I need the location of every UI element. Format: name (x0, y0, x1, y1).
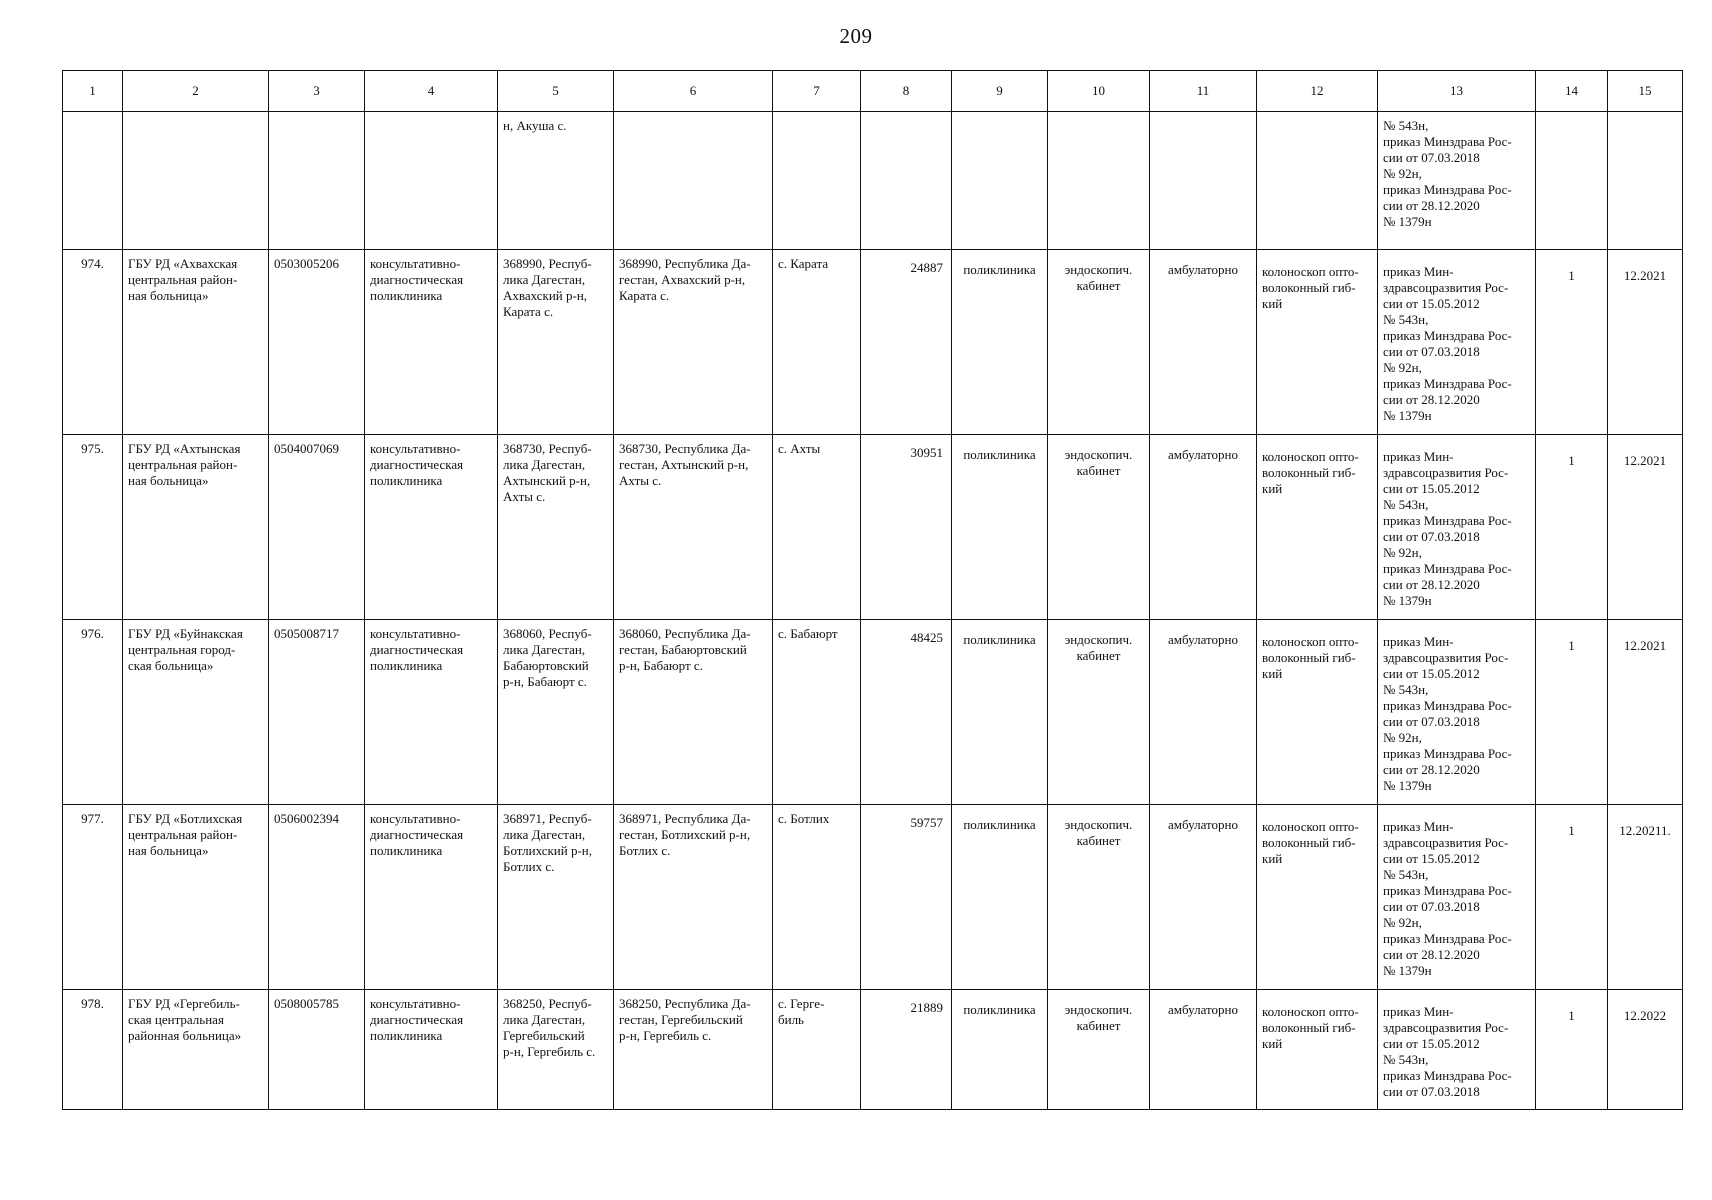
facility-type-cell: консультативно- диагностическая поликлиника (365, 250, 498, 435)
column-header: 3 (269, 71, 365, 112)
actual-address-cell: 368990, Республика Да- гестан, Ахвахский р-н, Карата с. (614, 250, 773, 435)
column-header: 14 (1536, 71, 1608, 112)
code-cell: 48425 (861, 620, 952, 805)
column-header: 1 (63, 71, 123, 112)
column-header: 11 (1150, 71, 1257, 112)
header-row (63, 71, 1683, 112)
address-cell: 368060, Респуб- лика Дагестан, Бабаюртовский р-н, Бабаюрт с. (498, 620, 614, 805)
address-cell: 368730, Респуб- лика Дагестан, Ахтынский р-н, Ахты с. (498, 435, 614, 620)
orders-cell: № 543н, приказ Минздрава Рос- сии от 07.03.2018 № 92н, приказ Минздрава Рос- сии от 28.12.2020 № 1379н (1378, 112, 1536, 250)
actual-address-cell: 368971, Республика Да- гестан, Ботлихский р-н, Ботлих с. (614, 805, 773, 990)
inn-cell: 0505008717 (269, 620, 365, 805)
mode-cell: амбулаторно (1150, 620, 1257, 805)
table-row (63, 990, 1683, 1110)
room-cell: эндоскопич. кабинет (1048, 435, 1150, 620)
column-header: 12 (1257, 71, 1378, 112)
room-cell: эндоскопич. кабинет (1048, 805, 1150, 990)
organization-cell: ГБУ РД «Ахвахская центральная район- ная больница» (123, 250, 269, 435)
organization-cell: ГБУ РД «Буйнакская центральная город- ская больница» (123, 620, 269, 805)
row-number: 977. (63, 805, 123, 990)
page-number: 209 (839, 24, 873, 48)
quantity-cell: 1 (1536, 990, 1608, 1110)
mode-cell: амбулаторно (1150, 435, 1257, 620)
locality-cell: с. Герге- биль (773, 990, 861, 1110)
organization-cell: ГБУ РД «Ботлихская центральная район- ная больница» (123, 805, 269, 990)
orders-cell: приказ Мин- здравсоцразвития Рос- сии от 15.05.2012 № 543н, приказ Минздрава Рос- сии от 07.03.2018 (1378, 990, 1536, 1110)
row-number: 976. (63, 620, 123, 805)
orders-cell: приказ Мин- здравсоцразвития Рос- сии от 15.05.2012 № 543н, приказ Минздрава Рос- сии от 07.03.2018 № 92н, приказ Минздрава Рос- сии от 28.12.2020 № 1379н (1378, 250, 1536, 435)
column-header: 8 (861, 71, 952, 112)
column-header: 2 (123, 71, 269, 112)
facility-type-cell: консультативно- диагностическая поликлиника (365, 805, 498, 990)
address-cell: 368971, Респуб- лика Дагестан, Ботлихский р-н, Ботлих с. (498, 805, 614, 990)
address-cell: н, Акуша с. (498, 112, 614, 250)
date-cell: 12.2021 (1608, 250, 1683, 435)
row-number: 974. (63, 250, 123, 435)
code-cell: 21889 (861, 990, 952, 1110)
column-header: 9 (952, 71, 1048, 112)
unit-cell: поликлиника (952, 435, 1048, 620)
address-cell: 368990, Респуб- лика Дагестан, Ахвахский р-н, Карата с. (498, 250, 614, 435)
unit-cell: поликлиника (952, 250, 1048, 435)
row-number: 975. (63, 435, 123, 620)
column-header: 4 (365, 71, 498, 112)
date-cell: 12.2022 (1608, 990, 1683, 1110)
locality-cell: с. Бабаюрт (773, 620, 861, 805)
locality-cell: с. Ахты (773, 435, 861, 620)
column-header: 15 (1608, 71, 1683, 112)
equipment-cell: колоноскоп опто- волоконный гиб- кий (1257, 250, 1378, 435)
table-row (63, 435, 1683, 620)
column-header: 13 (1378, 71, 1536, 112)
orders-cell: приказ Мин- здравсоцразвития Рос- сии от 15.05.2012 № 543н, приказ Минздрава Рос- сии от 07.03.2018 № 92н, приказ Минздрава Рос- сии от 28.12.2020 № 1379н (1378, 620, 1536, 805)
actual-address-cell: 368060, Республика Да- гестан, Бабаюртовский р-н, Бабаюрт с. (614, 620, 773, 805)
date-cell: 12.2021 (1608, 620, 1683, 805)
table-row (63, 250, 1683, 435)
locality-cell: с. Карата (773, 250, 861, 435)
column-header: 5 (498, 71, 614, 112)
unit-cell: поликлиника (952, 620, 1048, 805)
quantity-cell: 1 (1536, 435, 1608, 620)
mode-cell: амбулаторно (1150, 990, 1257, 1110)
unit-cell: поликлиника (952, 805, 1048, 990)
room-cell: эндоскопич. кабинет (1048, 250, 1150, 435)
date-cell: 12.20211. (1608, 805, 1683, 990)
column-header: 7 (773, 71, 861, 112)
mode-cell: амбулаторно (1150, 250, 1257, 435)
actual-address-cell: 368250, Республика Да- гестан, Гергебильский р-н, Гергебиль с. (614, 990, 773, 1110)
inn-cell: 0506002394 (269, 805, 365, 990)
equipment-cell: колоноскоп опто- волоконный гиб- кий (1257, 435, 1378, 620)
quantity-cell: 1 (1536, 805, 1608, 990)
column-header: 10 (1048, 71, 1150, 112)
facility-type-cell: консультативно- диагностическая поликлиника (365, 990, 498, 1110)
column-header: 6 (614, 71, 773, 112)
actual-address-cell: 368730, Республика Да- гестан, Ахтынский р-н, Ахты с. (614, 435, 773, 620)
table-row-continuation (63, 112, 1683, 250)
inn-cell: 0503005206 (269, 250, 365, 435)
facility-type-cell: консультативно- диагностическая поликлиника (365, 435, 498, 620)
equipment-cell: колоноскоп опто- волоконный гиб- кий (1257, 805, 1378, 990)
orders-cell: приказ Мин- здравсоцразвития Рос- сии от 15.05.2012 № 543н, приказ Минздрава Рос- сии от 07.03.2018 № 92н, приказ Минздрава Рос- сии от 28.12.2020 № 1379н (1378, 805, 1536, 990)
table-row (63, 805, 1683, 990)
address-cell: 368250, Респуб- лика Дагестан, Гергебильский р-н, Гергебиль с. (498, 990, 614, 1110)
orders-cell: приказ Мин- здравсоцразвития Рос- сии от 15.05.2012 № 543н, приказ Минздрава Рос- сии от 07.03.2018 № 92н, приказ Минздрава Рос- сии от 28.12.2020 № 1379н (1378, 435, 1536, 620)
table-row (63, 620, 1683, 805)
equipment-cell: колоноскоп опто- волоконный гиб- кий (1257, 990, 1378, 1110)
room-cell: эндоскопич. кабинет (1048, 990, 1150, 1110)
equipment-cell: колоноскоп опто- волоконный гиб- кий (1257, 620, 1378, 805)
mode-cell: амбулаторно (1150, 805, 1257, 990)
quantity-cell: 1 (1536, 250, 1608, 435)
row-number: 978. (63, 990, 123, 1110)
organization-cell: ГБУ РД «Ахтынская центральная район- ная больница» (123, 435, 269, 620)
quantity-cell: 1 (1536, 620, 1608, 805)
inn-cell: 0508005785 (269, 990, 365, 1110)
organization-cell: ГБУ РД «Гергебиль- ская центральная районная больница» (123, 990, 269, 1110)
unit-cell: поликлиника (952, 990, 1048, 1110)
code-cell: 24887 (861, 250, 952, 435)
date-cell: 12.2021 (1608, 435, 1683, 620)
equipment-table (62, 70, 1683, 1110)
code-cell: 59757 (861, 805, 952, 990)
locality-cell: с. Ботлих (773, 805, 861, 990)
code-cell: 30951 (861, 435, 952, 620)
room-cell: эндоскопич. кабинет (1048, 620, 1150, 805)
inn-cell: 0504007069 (269, 435, 365, 620)
facility-type-cell: консультативно- диагностическая поликлиника (365, 620, 498, 805)
